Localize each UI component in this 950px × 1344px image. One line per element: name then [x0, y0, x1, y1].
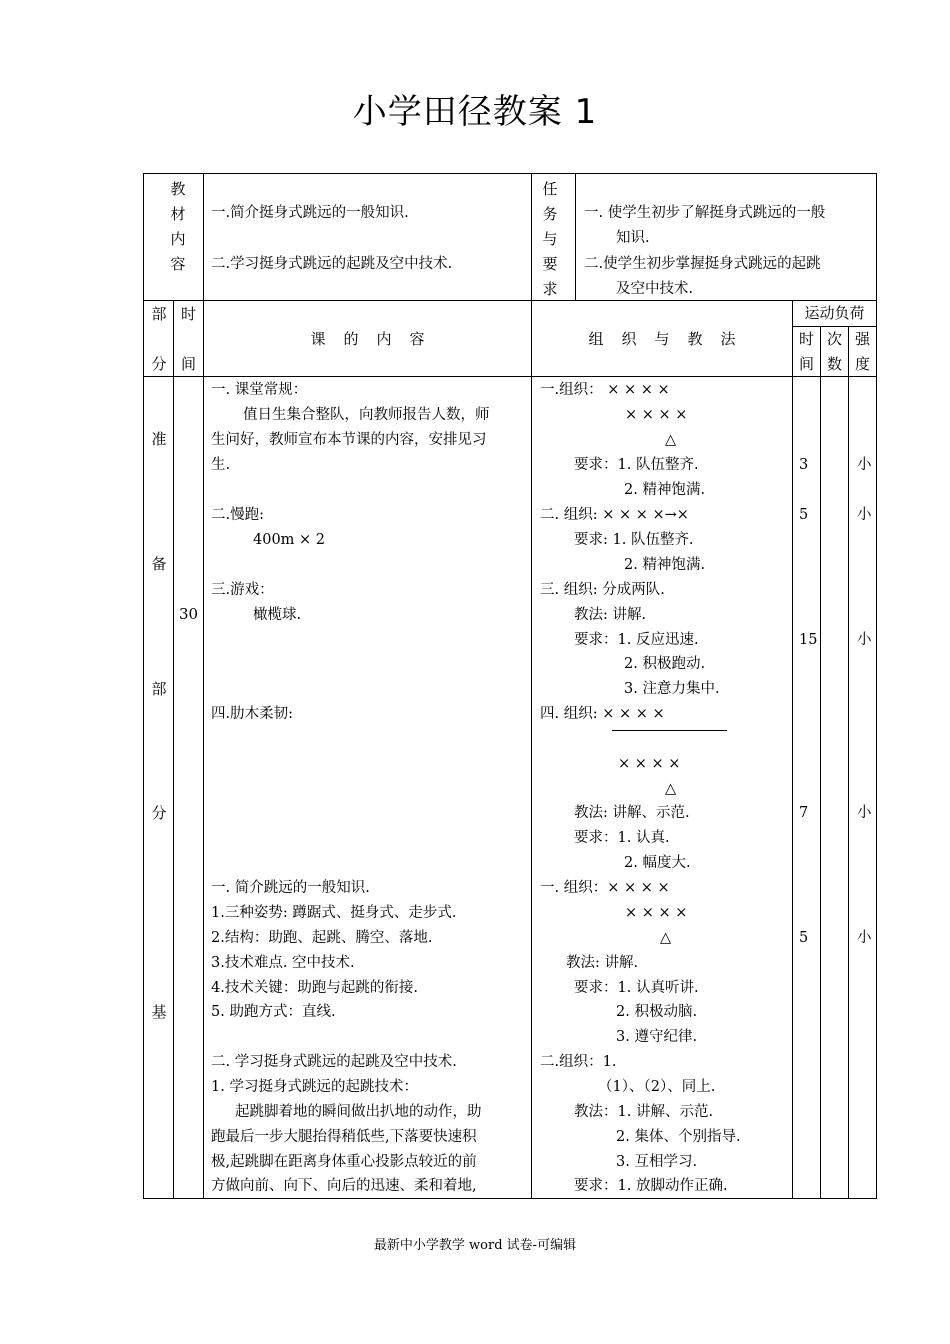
content-line: 跑最后一步大腿抬得稍低些,下落要快速积 — [211, 1129, 477, 1145]
wall-bar-line — [612, 730, 727, 731]
table-divider-top-section — [143, 300, 877, 301]
header-load-count-char: 次 — [826, 330, 842, 348]
task-label-char: 与 — [542, 230, 558, 248]
task-label — [537, 177, 563, 302]
section-basic-char: 基 — [151, 1003, 167, 1021]
method-line: × × × × — [618, 756, 681, 772]
method-line: 教法: 讲解、示范. — [574, 805, 690, 821]
task-label-char: 任 — [542, 180, 558, 198]
section-prep-char: 准 — [151, 430, 167, 448]
method-line: 要求：1. 认真. — [574, 830, 670, 846]
header-load-count-char: 数 — [826, 355, 842, 373]
method-line: 3. 互相学习. — [616, 1154, 698, 1170]
content-line: 橄榄球. — [253, 607, 302, 623]
section-prep-char: 备 — [151, 555, 167, 573]
content-line: 二. 学习挺身式跳远的起跳及空中技术. — [211, 1054, 457, 1070]
header-load-intensity-char: 度 — [854, 355, 870, 373]
content-line: 1. 学习挺身式跳远的起跳技术： — [211, 1079, 418, 1095]
method-line: 3. 遵守纪律. — [616, 1029, 698, 1045]
material-line: 二.学习挺身式跳远的起跳及空中技术. — [211, 256, 453, 272]
header-load-time-char: 间 — [798, 355, 814, 373]
formation-teacher-icon: △ — [660, 930, 672, 946]
method-line: 三. 组织: 分成两队. — [540, 582, 665, 598]
content-line: 3.技术难点. 空中技术. — [211, 955, 355, 971]
load-intensity: 小 — [857, 805, 872, 821]
method-line: 二. 组织: × × × ×→× — [540, 507, 689, 523]
section-prep-time: 30 — [178, 605, 199, 623]
material-label — [163, 177, 193, 277]
header-time-char: 时 — [180, 305, 196, 323]
material-label-char: 材 — [170, 205, 186, 223]
table-border-top — [143, 173, 877, 174]
method-line: 3. 注意力集中. — [624, 681, 720, 697]
method-line: 2. 积极跑动. — [624, 656, 706, 672]
header-part — [145, 302, 173, 377]
document-title: 小学田径教案 1 — [352, 92, 598, 132]
table-divider-material-label — [203, 173, 204, 301]
method-line: 2. 积极动脑. — [616, 1004, 698, 1020]
load-intensity: 小 — [857, 457, 872, 473]
load-time: 15 — [799, 632, 818, 648]
task-line: 二.使学生初步掌握挺身式跳远的起跳 — [584, 256, 821, 272]
section-prep-char: 分 — [151, 804, 167, 822]
load-intensity: 小 — [857, 507, 872, 523]
task-label-char: 求 — [542, 280, 558, 298]
task-line: 一. 使学生初步了解挺身式跳远的一般 — [584, 205, 826, 221]
load-time: 7 — [799, 805, 809, 821]
method-line: 要求：1. 队伍整齐. — [574, 457, 699, 473]
content-line: 一. 课堂常规： — [211, 382, 308, 398]
header-part-char: 部 — [151, 305, 167, 323]
method-line: 要求：1. 认真听讲. — [574, 980, 699, 996]
method-line: 要求：1. 放脚动作正确. — [574, 1178, 728, 1194]
table-divider-part-time — [173, 300, 174, 1199]
header-load-time-char: 时 — [798, 330, 814, 348]
header-time-char: 间 — [180, 355, 196, 373]
method-line: 要求: 1. 队伍整齐. — [574, 532, 694, 548]
table-border-right — [876, 173, 877, 1199]
content-line: 400m × 2 — [253, 532, 326, 548]
load-time: 3 — [799, 457, 809, 473]
header-method: 组织与教法 — [588, 330, 754, 348]
method-line: 2. 幅度大. — [624, 855, 691, 871]
header-load-intensity-char: 强 — [854, 330, 870, 348]
formation-teacher-icon: △ — [665, 781, 677, 797]
table-border-left — [143, 173, 144, 1199]
content-line: 生. — [211, 457, 231, 473]
content-line: 5. 助跑方式：直线. — [211, 1004, 336, 1020]
content-line: 起跳脚着地的瞬间做出扒地的动作，助 — [235, 1104, 482, 1120]
material-label-char: 教 — [170, 180, 186, 198]
header-load-time — [793, 327, 820, 377]
formation-teacher-icon: △ — [665, 432, 677, 448]
load-intensity: 小 — [857, 930, 872, 946]
content-line: 四.肋木柔韧: — [211, 706, 293, 722]
content-line: 二.慢跑: — [211, 507, 264, 523]
method-line: 二.组织：1. — [540, 1054, 617, 1070]
header-load-count — [821, 327, 848, 377]
content-line: 生问好，教师宣布本节课的内容，安排见习 — [211, 432, 487, 448]
page-footer: 最新中小学教学 word 试卷-可编辑 — [373, 1238, 577, 1253]
method-line: 一.组织： × × × × — [540, 382, 670, 398]
content-line: 一. 简介跳远的一般知识. — [211, 880, 370, 896]
content-line: 极,起跳脚在距离身体重心投影点较近的前 — [211, 1154, 477, 1170]
table-divider-load-time — [820, 326, 821, 1199]
table-divider-header — [143, 376, 877, 377]
table-divider-task-label — [575, 173, 576, 301]
header-time — [174, 302, 203, 377]
material-line: 一.简介挺身式跳远的一般知识. — [211, 205, 409, 221]
table-divider-load-count — [848, 326, 849, 1199]
header-content: 课的内容 — [310, 330, 443, 348]
task-label-char: 务 — [542, 205, 558, 223]
load-intensity: 小 — [857, 632, 872, 648]
content-line: 2.结构：助跑、起跳、腾空、落地. — [211, 930, 433, 946]
task-line: 知识. — [616, 230, 650, 246]
content-line: 三.游戏： — [211, 582, 274, 598]
method-line: 一. 组织：× × × × — [540, 880, 670, 896]
method-line: （1）、（2）、同上. — [598, 1079, 716, 1095]
load-time: 5 — [799, 507, 809, 523]
table-divider-method-load — [792, 300, 793, 1199]
content-line: 4.技术关键：助跑与起跳的衔接. — [211, 980, 418, 996]
section-prep-char: 部 — [151, 680, 167, 698]
material-label-char: 内 — [170, 230, 186, 248]
load-time: 5 — [799, 930, 809, 946]
header-load-intensity — [849, 327, 876, 377]
method-line: × × × × — [625, 407, 688, 423]
method-line: 2. 精神饱满. — [624, 482, 706, 498]
task-label-char: 要 — [542, 255, 558, 273]
material-label-char: 容 — [170, 255, 186, 273]
header-load: 运动负荷 — [804, 304, 865, 322]
method-line: 教法：1. 讲解、示范. — [574, 1104, 714, 1120]
content-line: 值日生集合整队，向教师报告人数，师 — [243, 407, 490, 423]
method-line: 教法: 讲解. — [574, 607, 647, 623]
method-line: × × × × — [625, 905, 688, 921]
method-line: 四. 组织: × × × × — [540, 706, 665, 722]
content-line: 1.三种姿势: 蹲踞式、挺身式、走步式. — [211, 905, 457, 921]
task-line: 及空中技术. — [616, 281, 694, 297]
method-line: 2. 精神饱满. — [624, 557, 706, 573]
method-line: 要求：1. 反应迅速. — [574, 632, 699, 648]
method-line: 2. 集体、个别指导. — [616, 1129, 741, 1145]
header-part-char: 分 — [151, 355, 167, 373]
content-line: 方做向前、向下、向后的迅速、柔和着地, — [211, 1178, 477, 1194]
table-divider-time-content — [203, 300, 204, 1199]
method-line: 教法: 讲解. — [566, 955, 639, 971]
